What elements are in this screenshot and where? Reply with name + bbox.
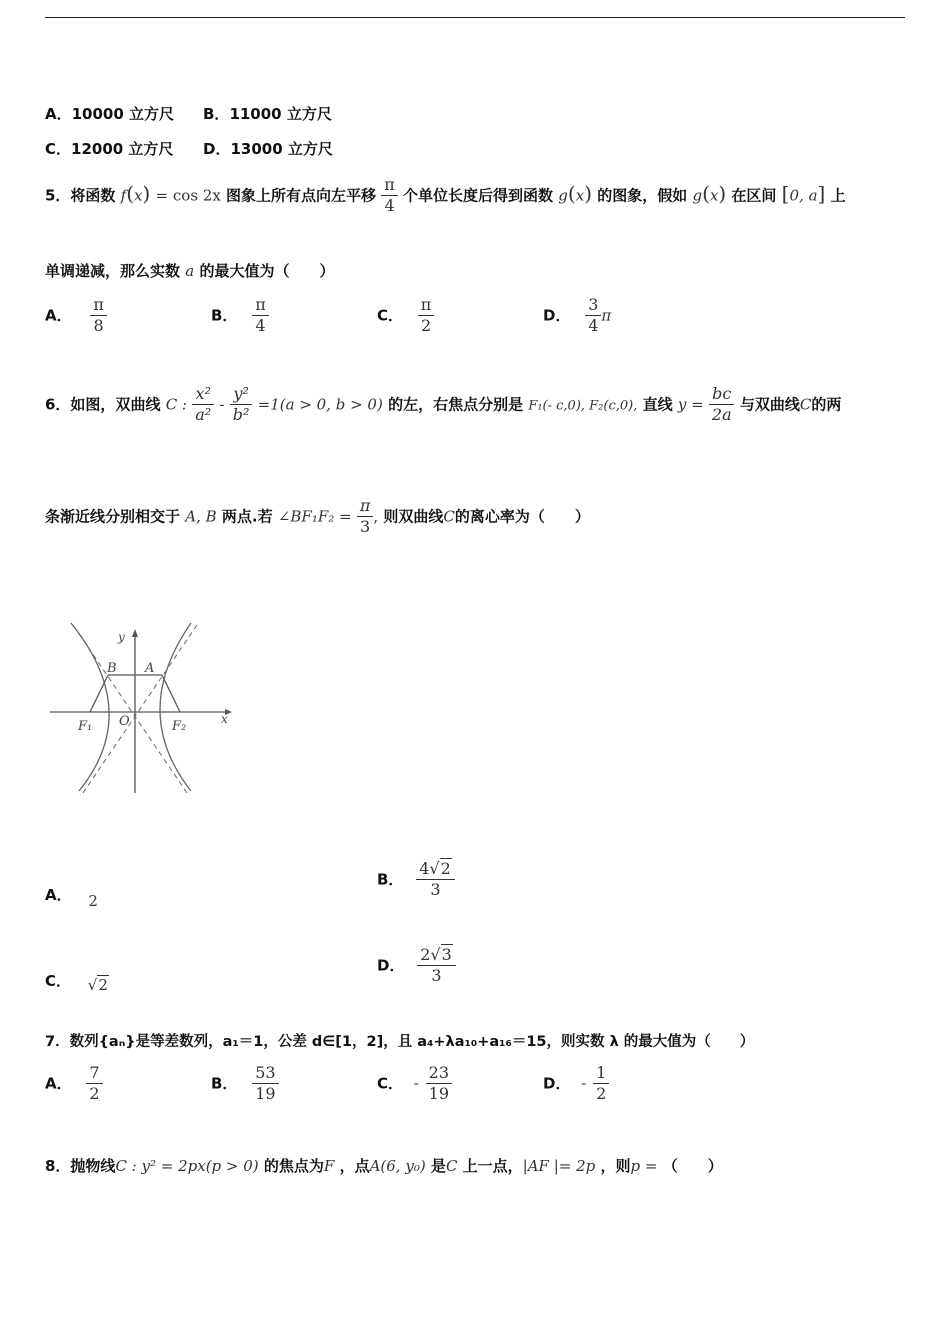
math-fraction: $\frac{23}{19}$ <box>426 1064 452 1104</box>
paren: ) <box>584 181 592 206</box>
math-fraction: $\frac{\pi}{4}$ <box>252 296 269 336</box>
q5-option-d[interactable] <box>543 296 611 336</box>
math-pi: π <box>601 306 612 325</box>
stem-text: ，则 <box>600 1157 631 1175</box>
math-point: A(6, y₀) <box>369 1157 426 1175</box>
option-label: B． <box>203 105 230 123</box>
math-fraction: $\frac{\text{x²}}{\text{a²}}$ <box>192 385 214 425</box>
option-sign: - <box>413 1074 419 1093</box>
math-fraction: $\frac{1}{2}$ <box>593 1064 609 1104</box>
option-label: D． <box>543 306 571 325</box>
math-ab: A, B <box>185 507 217 526</box>
stem-text: 的最大值为（ ） <box>199 262 335 280</box>
label-x: x <box>221 712 228 726</box>
label-a: A <box>145 661 155 676</box>
q4-option-a[interactable] <box>45 103 174 124</box>
label-f2: F₂ <box>172 719 187 734</box>
math-comma: , <box>373 507 379 526</box>
math-foci: F₁(- c,0), F₂(c,0), <box>528 398 638 414</box>
header-rule <box>45 17 905 18</box>
q6-option-d[interactable] <box>377 946 456 986</box>
math-a: a <box>185 262 195 280</box>
stem-text: 5．将函数 <box>45 186 116 205</box>
math-sqrt: √2 <box>87 976 108 994</box>
label-o: O <box>119 714 130 729</box>
stem-text: 与双曲线 <box>739 395 800 414</box>
q6-stem-line1 <box>45 385 841 425</box>
stem-text: 上一点， <box>462 1157 523 1175</box>
q6-option-a[interactable] <box>45 884 98 910</box>
math-g: g <box>692 186 703 205</box>
option-label: A． <box>45 1074 72 1093</box>
math-p: p = <box>630 1157 658 1175</box>
stem-text: 的离心率为（ ） <box>454 507 590 526</box>
math-fraction: $\frac{3}{4}$ <box>585 296 601 336</box>
option-sign: - <box>581 1074 587 1093</box>
q5-stem-line2 <box>45 260 334 281</box>
math-cos: = cos 2x <box>155 186 221 205</box>
math-y: y = <box>677 395 704 414</box>
math-g: g <box>558 186 568 205</box>
math-fraction: $\frac{\pi}{4}$ <box>381 176 398 216</box>
asymptote-2 <box>83 625 197 793</box>
hyperbola-figure <box>45 615 245 800</box>
stem-text: 的图象，假如 <box>597 186 688 205</box>
segment-f1b <box>90 675 108 712</box>
paren: ) <box>142 181 151 206</box>
math-c: C <box>443 507 455 526</box>
option-text: 13000 立方尺 <box>230 140 333 158</box>
option-label: C． <box>45 972 72 990</box>
stem-text: 在区间 <box>731 186 777 205</box>
q7-option-c[interactable] <box>377 1064 452 1104</box>
option-label: D． <box>543 1074 571 1093</box>
paren: ) <box>718 181 727 206</box>
q6-option-c[interactable] <box>45 970 109 994</box>
q4-option-b[interactable] <box>203 103 332 124</box>
q7-option-a[interactable] <box>45 1064 103 1104</box>
math-fraction: $\frac{53}{19}$ <box>252 1064 278 1104</box>
label-y: y <box>118 630 125 644</box>
option-label: A． <box>45 105 72 123</box>
stem-text: 两点.若 <box>221 507 273 526</box>
math-minus: - <box>219 395 225 414</box>
math-c: C <box>445 1157 458 1175</box>
math-fraction: $\frac{\pi}{2}$ <box>418 296 435 336</box>
y-axis-arrow <box>132 629 138 637</box>
math-c: C : <box>165 395 187 414</box>
option-label: C． <box>45 140 72 158</box>
q5-stem-line1 <box>45 176 846 216</box>
segment-f2a <box>162 675 180 712</box>
stem-text: 则双曲线 <box>383 507 444 526</box>
option-text: 12000 立方尺 <box>71 140 174 158</box>
math-condition: =1(a > 0, b > 0) <box>257 395 383 414</box>
math-fraction: $\frac{\pi}{8}$ <box>90 296 107 336</box>
math-c: C <box>799 395 812 414</box>
option-label: B． <box>211 306 238 325</box>
bracket: ] <box>817 181 826 206</box>
stem-text: 个单位长度后得到函数 <box>403 186 554 205</box>
stem-text: 图象上所有点向左平移 <box>226 186 377 205</box>
hyperbola-right-branch <box>160 623 191 791</box>
q4-option-d[interactable] <box>203 138 333 159</box>
math-f: f <box>120 186 127 205</box>
option-label: B． <box>377 870 404 889</box>
option-text: 10000 立方尺 <box>71 105 175 123</box>
stem-text: 是 <box>430 1157 446 1175</box>
stem-text: ，点 <box>339 1157 370 1175</box>
math-fraction: $\frac{\text{y²}}{\text{b²}}$ <box>230 385 253 425</box>
stem-text: 直线 <box>642 395 673 414</box>
paren: ( <box>126 181 135 206</box>
stem-text: 的两 <box>811 395 842 414</box>
option-label: C． <box>377 306 404 325</box>
math-f: F <box>323 1157 335 1175</box>
math-fraction: $\frac{4√2}{3}$ <box>416 860 455 900</box>
hyperbola-left-branch <box>71 623 109 791</box>
math-fraction: $\frac{2√3}{3}$ <box>417 946 456 986</box>
q5-option-a[interactable] <box>45 296 107 336</box>
q5-option-b[interactable] <box>211 296 269 336</box>
option-label: D． <box>377 956 405 975</box>
label-b: B <box>107 661 117 676</box>
stem-text: 上 <box>830 186 846 205</box>
q5-option-c[interactable] <box>377 296 434 336</box>
stem-text: 单调递减，那么实数 <box>45 262 181 280</box>
option-text: 11000 立方尺 <box>229 105 332 123</box>
math-fraction: $\frac{bc}{2a}$ <box>709 385 735 425</box>
option-label: C． <box>377 1074 404 1093</box>
q4-option-c[interactable] <box>45 138 173 159</box>
math-x: x <box>575 186 585 205</box>
stem-text: 的焦点为 <box>263 1157 324 1175</box>
math-angle: ∠BF₁F₂ = <box>277 507 352 526</box>
bracket: [ <box>781 181 790 206</box>
stem-text: 条渐近线分别相交于 <box>45 507 181 526</box>
option-label: A． <box>45 306 72 325</box>
q6-option-b[interactable] <box>377 860 455 900</box>
stem-text: 的左，右焦点分别是 <box>388 395 524 414</box>
label-f1: F₁ <box>78 719 93 734</box>
math-parabola: C : y² = 2px(p > 0) <box>115 1157 259 1175</box>
stem-text: 6．如图，双曲线 <box>45 395 161 414</box>
q8-stem <box>45 1155 723 1176</box>
math-x: x <box>709 186 719 205</box>
q7-option-d[interactable] <box>543 1064 609 1104</box>
q7-option-b[interactable] <box>211 1064 279 1104</box>
math-af: |AF |= 2p <box>522 1157 596 1175</box>
option-label: A． <box>45 886 72 904</box>
math-interval: 0, a <box>789 186 818 205</box>
math-fraction: $\frac{7}{2}$ <box>86 1064 102 1104</box>
q6-stem-line2 <box>45 497 590 537</box>
paren: ( <box>702 181 710 206</box>
math-x: x <box>134 186 143 205</box>
paren: ( <box>567 181 576 206</box>
stem-text: 8．抛物线 <box>45 1157 116 1175</box>
math-fraction: $\frac{\pi}{3}$ <box>357 497 374 537</box>
option-label: D． <box>203 140 231 158</box>
q7-stem: 7．数列{aₙ}是等差数列，a₁＝1，公差 d∈[1，2]，且 a₄+λa₁₀+a₁₆＝15，则实数 λ 的最大值为（ ） <box>45 1034 755 1050</box>
option-label: B． <box>211 1074 238 1093</box>
stem-text: （ ） <box>662 1157 723 1175</box>
option-value: 2 <box>88 892 98 910</box>
